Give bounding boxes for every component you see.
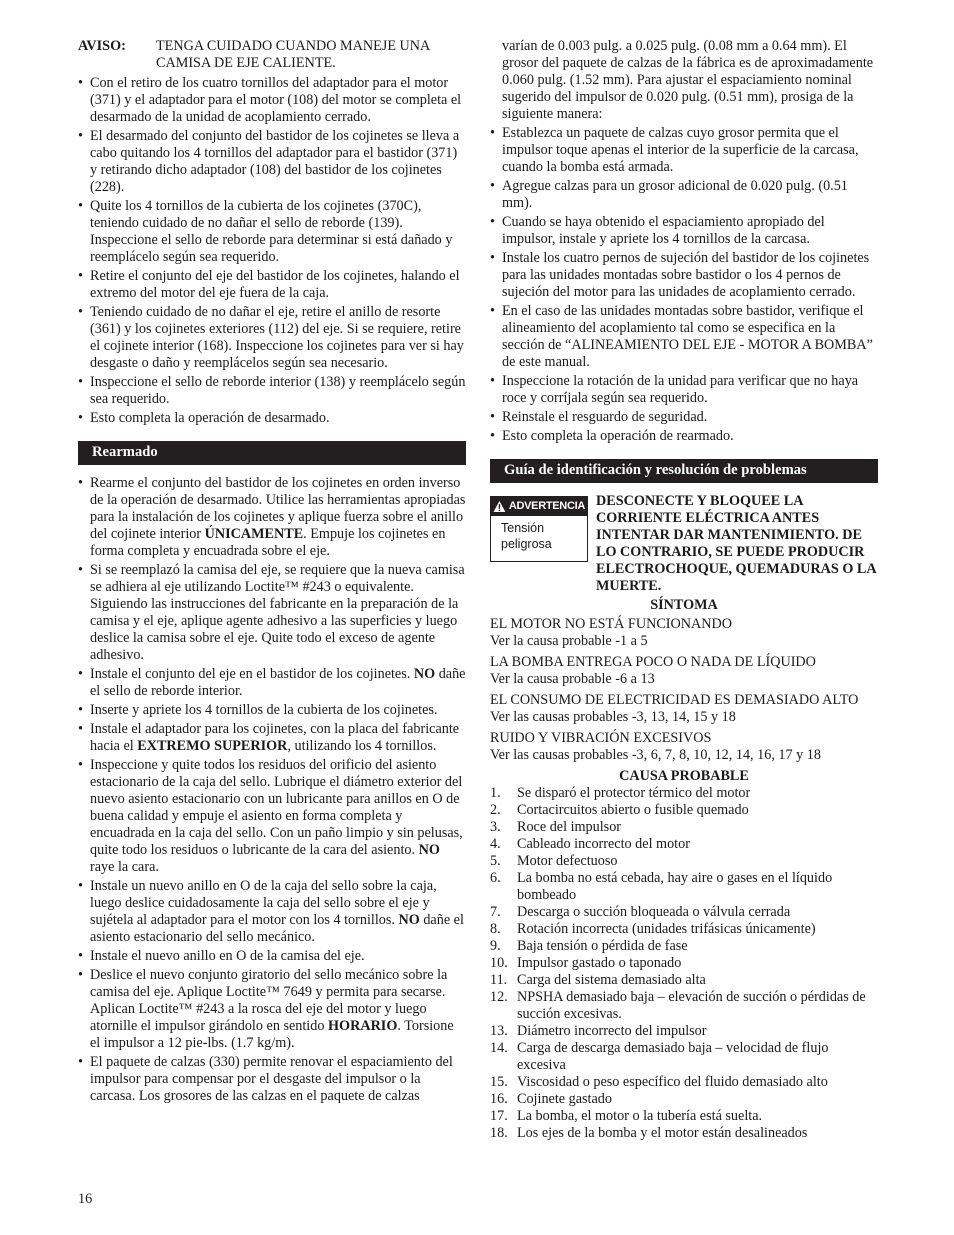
cause-number: 15. — [490, 1074, 508, 1090]
aviso-label: AVISO: — [78, 38, 126, 54]
cause-number: 11. — [490, 972, 508, 988]
emphasis-text: EXTREMO SUPERIOR — [137, 738, 288, 754]
cause-text: La bomba no está cebada, hay aire o gases en el líquido bombeado — [517, 870, 833, 903]
text-run: Instale un nuevo anillo en O de la caja del sello sobre la caja, luego deslice cuidadosamente la caja del sello sobre el eje y sujétela al adaptador para el motor con los 4 tornillos. — [90, 878, 437, 928]
text-run: . Empuje los cojinetes en forma completa y encuadrada sobre el eje. — [90, 526, 446, 559]
emphasis-text: NO — [398, 912, 420, 928]
cause-number: 13. — [490, 1023, 508, 1039]
list-item: • Teniendo cuidado de no dañar el eje, retire el anillo de resorte (361) y los cojinetes exteriores (112) del eje. Si se requiere, retire el cojinete interior (168). Inspeccione los cojinetes para ver si hay desgaste o daño y reemplácelos según sea necesario. — [78, 304, 466, 372]
list-item: • Instale el nuevo anillo en O de la camisa del eje. — [78, 948, 466, 965]
list-item — [490, 989, 878, 1023]
cause-text: Viscosidad o peso específico del fluido demasiado alto — [517, 1074, 828, 1090]
list-item — [78, 757, 466, 876]
cause-number: 1. — [490, 785, 501, 801]
cause-number: 7. — [490, 904, 501, 920]
list-item — [490, 1040, 878, 1074]
cause-number: 9. — [490, 938, 501, 954]
list-item — [490, 819, 878, 836]
aviso-text: TENGA CUIDADO CUANDO MANEJE UNA CAMISA DE EJE CALIENTE. — [156, 38, 430, 71]
list-item: • Inserte y apriete los 4 tornillos de la cubierta de los cojinetes. — [78, 702, 466, 719]
cause-text: Carga de descarga demasiado baja – velocidad de flujo excesiva — [517, 1040, 829, 1073]
cause-text: Diámetro incorrecto del impulsor — [517, 1023, 707, 1039]
list-item — [490, 853, 878, 870]
list-item: • Retire el conjunto del eje del bastidor de los cojinetes, halando el extremo del motor del eje fuera de la caja. — [78, 268, 466, 302]
warning-label-header — [491, 497, 587, 516]
cause-text: Se disparó el protector térmico del motor — [517, 785, 751, 801]
list-item: • Esto completa la operación de rearmado. — [490, 428, 878, 445]
cause-text: Los ejes de la bomba y el motor están desalineados — [517, 1125, 808, 1141]
symptom-title: EL MOTOR NO ESTÁ FUNCIONANDO — [490, 616, 732, 632]
emphasis-text: HORARIO — [328, 1018, 398, 1034]
desarmado-list — [78, 75, 466, 427]
symptom-item — [490, 692, 878, 726]
guia-heading: Guía de identificación y resolución de problemas — [490, 459, 878, 483]
page-number: 16 — [78, 1191, 93, 1207]
causa-heading: CAUSA PROBABLE — [619, 768, 749, 784]
list-item — [490, 938, 878, 955]
list-item: • Cuando se haya obtenido el espaciamiento apropiado del impulsor, instale y apriete los 4 tornillos de la carcasa. — [490, 214, 878, 248]
list-item: • Instale los cuatro pernos de sujeción del bastidor de los cojinetes para las unidades montadas sobre bastidor o los 4 pernos de sujeción del motor para las unidades de acoplamiento cerrado. — [490, 250, 878, 301]
list-item: • Esto completa la operación de desarmado. — [78, 410, 466, 427]
list-item — [490, 836, 878, 853]
list-item — [490, 904, 878, 921]
list-item — [490, 1074, 878, 1091]
rearmado-list — [78, 475, 466, 1105]
list-item — [490, 955, 878, 972]
right-column — [490, 38, 878, 1142]
list-item: • Reinstale el resguardo de seguridad. — [490, 409, 878, 426]
cause-number: 16. — [490, 1091, 508, 1107]
causes-list — [490, 785, 878, 1142]
text-run: raye la cara. — [90, 859, 159, 875]
list-item — [490, 921, 878, 938]
list-item — [78, 967, 466, 1052]
warning-label-box — [490, 496, 588, 562]
symptom-title: EL CONSUMO DE ELECTRICIDAD ES DEMASIADO ALTO — [490, 692, 859, 708]
cause-number: 4. — [490, 836, 501, 852]
symptom-reference: Ver la causa probable -1 a 5 — [490, 633, 648, 649]
symptom-list — [490, 616, 878, 764]
cause-text: Impulsor gastado o taponado — [517, 955, 682, 971]
emphasis-text: NO — [413, 666, 436, 682]
cause-number: 14. — [490, 1040, 508, 1056]
symptom-item — [490, 654, 878, 688]
list-item — [490, 1108, 878, 1125]
text-run: , utilizando los 4 tornillos. — [287, 738, 437, 754]
symptom-reference: Ver las causas probables -3, 6, 7, 8, 10, 12, 14, 16, 17 y 18 — [490, 747, 821, 763]
list-item: • Con el retiro de los cuatro tornillos del adaptador para el motor (371) y el adaptador para el motor (108) del motor se completa el desarmado de la unidad de acoplamiento cerrado. — [78, 75, 466, 126]
cause-number: 18. — [490, 1125, 508, 1141]
cause-text: Baja tensión o pérdida de fase — [517, 938, 688, 954]
symptom-item — [490, 730, 878, 764]
list-item — [78, 721, 466, 755]
text-run: Instale el adaptador para los cojinetes, con la placa del fabricante hacia el — [90, 721, 460, 754]
cause-text: Cojinete gastado — [517, 1091, 612, 1107]
text-run: Deslice el nuevo conjunto giratorio del sello mecánico sobre la camisa del eje. Aplique Loctite™ 7649 y permita para secarse. Aplican Loctite™ #243 a la rosca del eje del motor y luego atornille el impulsor girándolo en sentido — [90, 967, 448, 1034]
list-item: • Establezca un paquete de calzas cuyo grosor permita que el impulsor toque apenas el interior de la superficie de la carcasa, cuando la bomba está armada. — [490, 125, 878, 176]
list-item — [490, 785, 878, 802]
warning-triangle-icon — [493, 500, 506, 513]
list-item — [490, 802, 878, 819]
list-item: • Quite los 4 tornillos de la cubierta de los cojinetes (370C), teniendo cuidado de no dañar el sello de reborde (139). Inspeccione el sello de reborde para determinar si está dañado y reemplácelo según sea requerido. — [78, 198, 466, 266]
cause-text: Cortacircuitos abierto o fusible quemado — [517, 802, 749, 818]
emphasis-text: NO — [418, 842, 440, 858]
cause-number: 12. — [490, 989, 508, 1005]
text-run: Inspeccione y quite todos los residuos del orificio del asiento estacionario de la caja del sello. Lubrique el diámetro exterior del nuevo asiento estacionario con un lubricante para anillos en O de buena calidad y empuje el asiento en forma completa y encuadrada en la caja del sello. Con un paño limpio y sin pelusas, quite todo los residuos o lubricante de la cara del asiento. — [90, 757, 463, 858]
cause-text: Cableado incorrecto del motor — [517, 836, 690, 852]
symptom-title: RUIDO Y VIBRACIÓN EXCESIVOS — [490, 730, 712, 746]
cause-text: Carga del sistema demasiado alta — [517, 972, 706, 988]
cause-text: Motor defectuoso — [517, 853, 618, 869]
cause-number: 5. — [490, 853, 501, 869]
text-run: . Torsione el impulsor a 12 pie-lbs. (1.7 kg/m). — [90, 1018, 454, 1051]
cause-text: Roce del impulsor — [517, 819, 622, 835]
list-item — [490, 972, 878, 989]
list-item — [78, 666, 466, 700]
rearmado-list-continued — [490, 125, 878, 445]
text-run: dañe el sello de reborde interior. — [90, 666, 466, 699]
symptom-reference: Ver la causa probable -6 a 13 — [490, 671, 655, 687]
list-item — [490, 1023, 878, 1040]
symptom-title: LA BOMBA ENTREGA POCO O NADA DE LÍQUIDO — [490, 654, 816, 670]
left-column — [78, 38, 466, 1107]
list-item: • En el caso de las unidades montadas sobre bastidor, verifique el alineamiento del acoplamiento tal como se especifica en la sección de “ALINEAMIENTO DEL EJE - MOTOR A BOMBA” de este manual. — [490, 303, 878, 371]
aviso-notice — [78, 38, 466, 72]
list-item: • Si se reemplazó la camisa del eje, se requiere que la nueva camisa se adhiera al eje utilizando Loctite™ #243 o equivalente. Siguiendo las instrucciones del fabricante en la preparación de la camisa y el eje, aplique agente adhesivo a las superficies y luego deslice la camisa sobre el eje. Quite todo el exceso de agente adhesivo. — [78, 562, 466, 664]
cause-text: NPSHA demasiado baja – elevación de succión o pérdidas de succión excesivas. — [517, 989, 866, 1022]
symptom-reference: Ver las causas probables -3, 13, 14, 15 y 18 — [490, 709, 736, 725]
sintoma-heading: SÍNTOMA — [650, 597, 718, 613]
list-item — [78, 475, 466, 560]
list-item — [78, 878, 466, 946]
text-run: Instale el conjunto del eje en el bastidor de los cojinetes. — [90, 666, 414, 682]
paragraph-continuation: varían de 0.003 pulg. a 0.025 pulg. (0.08 mm a 0.64 mm). El grosor del paquete de calzas de la fábrica es de aproximadamente 0.060 pulg. (1.52 mm). Para ajustar el espaciamiento nominal sugerido del impulsor de 0.020 pulg. (0.51 mm), prosiga de la siguiente manera: — [502, 38, 874, 122]
cause-number: 10. — [490, 955, 508, 971]
warning-block — [490, 493, 878, 595]
cause-text: Descarga o succión bloqueada o válvula cerrada — [517, 904, 791, 920]
list-item — [490, 870, 878, 904]
warning-label-text: ADVERTENCIA — [508, 500, 585, 512]
text-run: Rearme el conjunto del bastidor de los cojinetes en orden inverso de la operación de desarmado. Utilice las herramientas apropiadas para la instalación de los cojinetes y aplique fuerza sobre el anillo del cojinete interior — [90, 475, 466, 542]
warning-message: DESCONECTE Y BLOQUEE LA CORRIENTE ELÉCTRICA ANTES INTENTAR DAR MANTENIMIENTO. DE LO CONTRARIO, SE PUEDE PRODUCIR ELECTROCHOQUE, QUEMADURAS O LA MUERTE. — [596, 493, 876, 594]
emphasis-text: ÚNICAMENTE — [204, 526, 304, 542]
text-run: dañe el asiento estacionario del sello mecánico. — [90, 912, 464, 945]
symptom-item — [490, 616, 878, 650]
cause-number: 6. — [490, 870, 501, 886]
cause-number: 17. — [490, 1108, 508, 1124]
cause-text: Rotación incorrecta (unidades trifásicas únicamente) — [517, 921, 816, 937]
cause-number: 2. — [490, 802, 501, 818]
list-item: • El desarmado del conjunto del bastidor de los cojinetes se lleva a cabo quitando los 4 tornillos del adaptador para el bastidor (371) y retirando dicho adaptador (108) del bastidor de los cojinetes (228). — [78, 128, 466, 196]
cause-number: 8. — [490, 921, 501, 937]
list-item: • El paquete de calzas (330) permite renovar el espaciamiento del impulsor para compensar por el desgaste del impulsor o la carcasa. Los grosores de las calzas en el paquete de calzas — [78, 1054, 466, 1105]
rearmado-heading: Rearmado — [78, 441, 466, 465]
list-item: • Inspeccione la rotación de la unidad para verificar que no haya roce y corríjala según sea requerido. — [490, 373, 878, 407]
list-item — [490, 1125, 878, 1142]
cause-number: 3. — [490, 819, 501, 835]
cause-text: La bomba, el motor o la tubería está suelta. — [517, 1108, 763, 1124]
warning-subtext: Tensión peligrosa — [501, 521, 552, 551]
list-item — [490, 1091, 878, 1108]
list-item: • Inspeccione el sello de reborde interior (138) y reemplácelo según sea requerido. — [78, 374, 466, 408]
list-item: • Agregue calzas para un grosor adicional de 0.020 pulg. (0.51 mm). — [490, 178, 878, 212]
